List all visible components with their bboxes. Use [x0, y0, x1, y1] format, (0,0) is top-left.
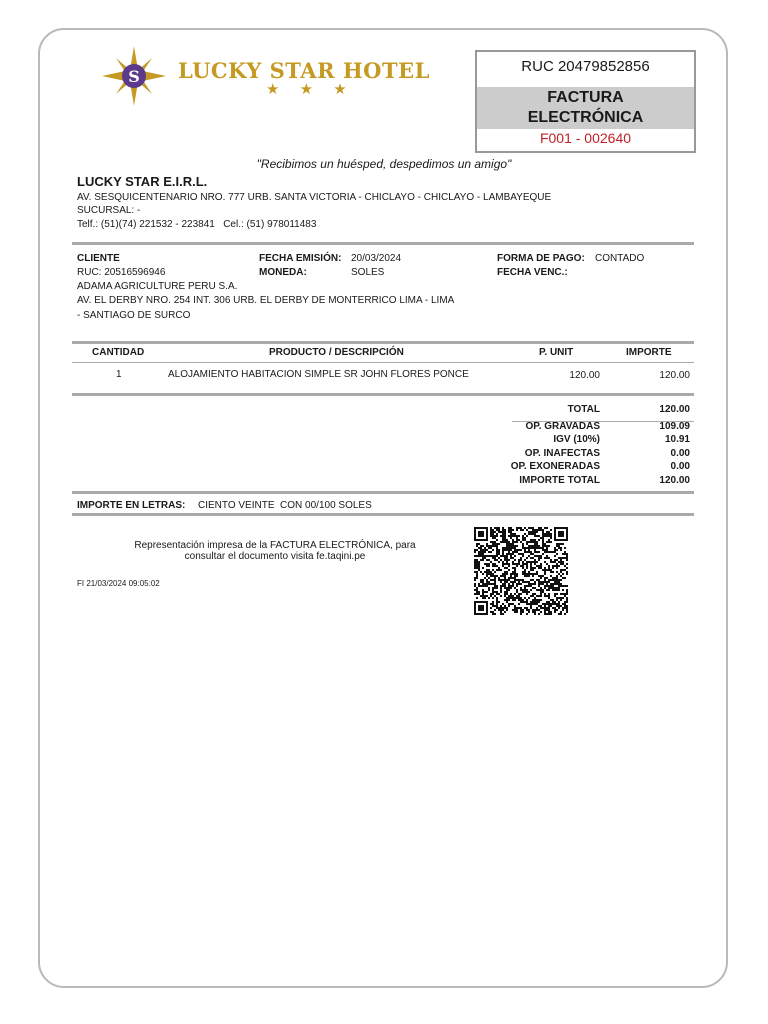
table-top-border — [72, 341, 694, 344]
document-type-line1: FACTURA — [547, 89, 624, 106]
hotel-rating-stars: ★ ★ ★ — [266, 81, 355, 98]
hotel-brand-name: LUCKY STAR HOTEL — [178, 58, 430, 83]
row-description: ALOJAMIENTO HABITACION SIMPLE SR JOHN FLORES PONCE — [168, 369, 469, 380]
issuer-phones: Telf.: (51)(74) 221532 - 223841 Cel.: (51) 978011483 — [77, 219, 317, 230]
issue-date: 20/03/2024 — [351, 253, 402, 264]
row-unit-price: 120.00 — [569, 370, 600, 381]
amount-in-words: CIENTO VEINTE CON 00/100 SOLES — [198, 500, 372, 511]
divider — [72, 491, 694, 494]
totals-label: IGV (10%) — [553, 434, 600, 445]
row-quantity: 1 — [116, 369, 122, 380]
totals-value: 0.00 — [670, 448, 690, 459]
qr-code-icon — [474, 527, 568, 615]
column-header-amount: IMPORTE — [626, 347, 672, 358]
client-address-line2: - SANTIAGO DE SURCO — [77, 310, 191, 321]
column-header-quantity: CANTIDAD — [92, 347, 145, 358]
invoice-series-number: F001 - 002640 — [539, 130, 632, 146]
client-name: ADAMA AGRICULTURE PERU S.A. — [77, 281, 238, 292]
totals-label: OP. EXONERADAS — [510, 461, 600, 472]
logo-letters: S — [128, 67, 140, 86]
issue-date-label: FECHA EMISIÓN: — [259, 253, 342, 264]
client-address-line1: AV. EL DERBY NRO. 254 INT. 306 URB. EL DERBY DE MONTERRICO LIMA - LIMA — [77, 295, 455, 306]
client-ruc: RUC: 20516596946 — [77, 267, 166, 278]
totals-value: 0.00 — [670, 461, 690, 472]
table-bottom-border — [72, 393, 694, 396]
row-amount: 120.00 — [659, 370, 690, 381]
issuer-address: AV. SESQUICENTENARIO NRO. 777 URB. SANTA VICTORIA - CHICLAYO - CHICLAYO - LAMBAYEQUE — [77, 192, 552, 203]
issuer-branch: SUCURSAL: - — [77, 205, 141, 216]
slogan: "Recibimos un huésped, despedimos un amigo" — [256, 157, 512, 171]
divider — [72, 242, 694, 245]
totals-label: IMPORTE TOTAL — [519, 475, 600, 486]
totals-value: 10.91 — [664, 434, 690, 445]
column-header-unit-price: P. UNIT — [539, 347, 574, 358]
totals-value: 120.00 — [659, 404, 690, 415]
totals-label: TOTAL — [567, 404, 600, 415]
table-header-divider — [72, 362, 694, 363]
issuer-ruc: RUC 20479852856 — [521, 58, 650, 75]
totals-value: 109.09 — [659, 421, 690, 432]
client-label: CLIENTE — [77, 253, 120, 264]
totals-label: OP. GRAVADAS — [525, 421, 600, 432]
print-note-line2: consultar el documento visita fe.taqini.pe — [184, 551, 366, 562]
issuer-name: LUCKY STAR E.I.R.L. — [77, 174, 208, 189]
payment-method: CONTADO — [595, 253, 645, 264]
due-date-label: FECHA VENC.: — [497, 267, 568, 278]
totals-value: 120.00 — [659, 475, 690, 486]
amount-in-words-label: IMPORTE EN LETRAS: — [77, 500, 186, 511]
document-type-title — [477, 87, 694, 129]
print-note-line1: Representación impresa de la FACTURA ELECTRÓNICA, para — [134, 540, 416, 551]
print-timestamp: FI 21/03/2024 09:05:02 — [77, 579, 160, 588]
hotel-logo-icon — [102, 46, 166, 106]
invoice-id-box — [475, 50, 696, 153]
divider — [72, 513, 694, 516]
currency-label: MONEDA: — [259, 267, 307, 278]
currency: SOLES — [351, 267, 385, 278]
totals-label: OP. INAFECTAS — [524, 448, 600, 459]
document-type-line2: ELECTRÓNICA — [527, 109, 644, 126]
payment-label: FORMA DE PAGO: — [497, 253, 585, 264]
column-header-description: PRODUCTO / DESCRIPCIÓN — [269, 347, 404, 358]
